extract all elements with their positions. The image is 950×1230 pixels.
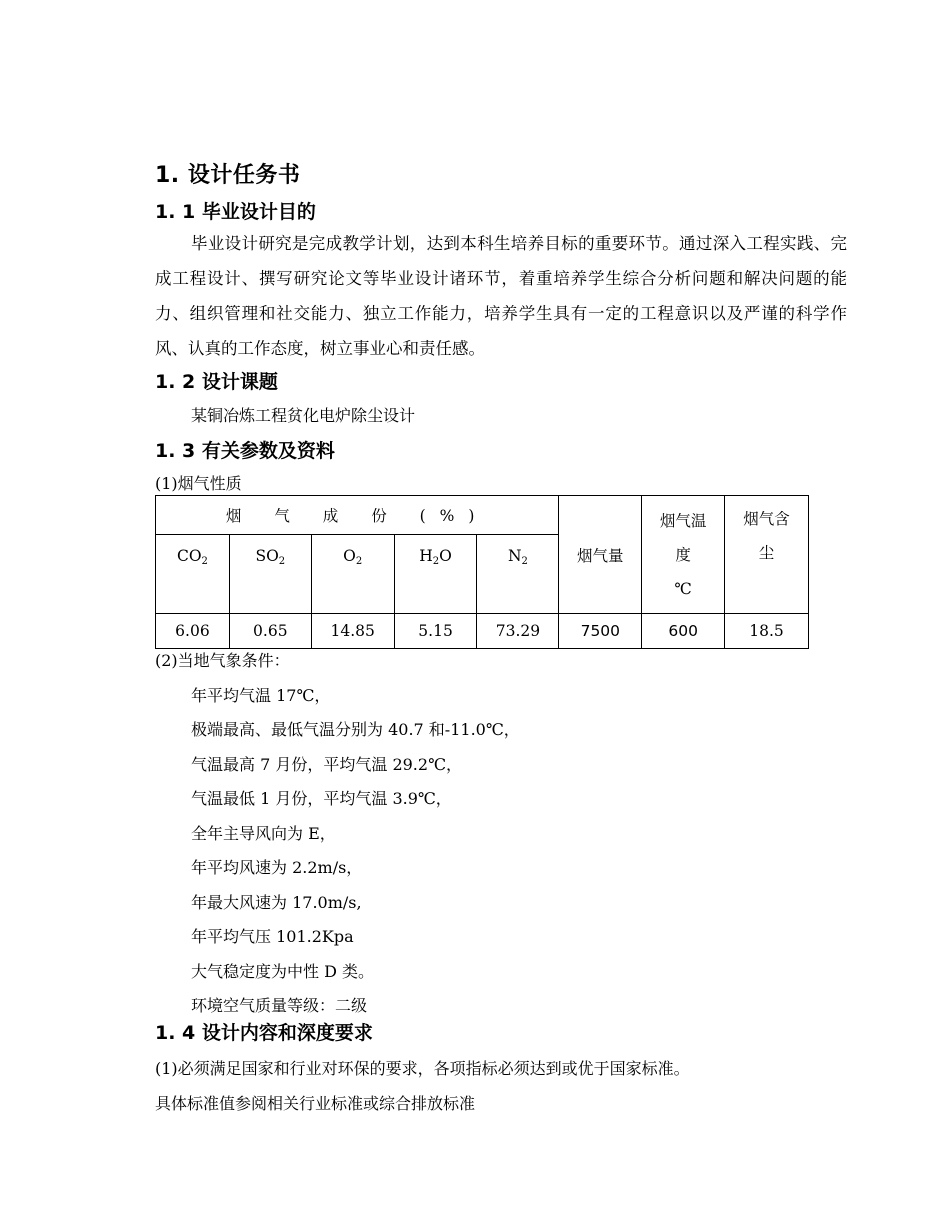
- condition-line: 气温最高 7 月份，平均气温 29.2℃，: [191, 755, 462, 774]
- value-temperature: 600: [642, 614, 725, 649]
- flue-gas-table: [155, 495, 809, 649]
- header-temp-line1: 烟气温: [659, 511, 707, 530]
- section-1-4-heading: 1. 4 设计内容和深度要求: [155, 1022, 373, 1044]
- condition-line: 年最大风速为 17.0m/s,: [191, 893, 362, 912]
- section-1-1-heading: 1. 1 毕业设计目的: [155, 201, 316, 223]
- section-1-3-heading: 1. 3 有关参数及资料: [155, 440, 335, 462]
- header-dust-line2: 尘: [758, 544, 775, 562]
- condition-line: 环境空气质量等级：二级: [191, 996, 368, 1015]
- header-temperature: [642, 496, 725, 614]
- component-n2: $N_2$: [477, 535, 559, 614]
- value-flow: 7500: [559, 614, 642, 649]
- condition-line: 年平均风速为 2.2m/s，: [191, 858, 363, 877]
- header-flow: 烟气量: [559, 496, 642, 614]
- condition-line: 气温最低 1 月份，平均气温 3.9℃，: [191, 789, 452, 808]
- condition-line: 极端最高、最低气温分别为 40.7 和-11.0℃，: [191, 720, 520, 739]
- condition-line: 全年主导风向为 E，: [191, 824, 336, 843]
- value-dust: 18.5: [725, 614, 809, 649]
- header-temp-line2: 度: [675, 545, 691, 564]
- component-o2: $O_2$: [311, 535, 394, 614]
- section-1-4-line1: (1)必须满足国家和行业对环保的要求，各项指标必须达到或优于国家标准。: [155, 1059, 690, 1078]
- chapter-heading: 1. 设计任务书: [155, 163, 301, 188]
- component-h2o: $H_2O$: [394, 535, 477, 614]
- header-dust: [725, 496, 809, 614]
- item-2-label: (2)当地气象条件：: [155, 651, 290, 670]
- condition-line: 年平均气温 17℃，: [191, 686, 331, 705]
- header-composition: 烟 气 成 份 (%): [156, 496, 559, 535]
- value-co2: 6.06: [156, 614, 230, 649]
- component-so2: $SO_2$: [229, 535, 311, 614]
- value-h2o: 5.15: [394, 614, 477, 649]
- condition-line: 年平均气压 101.2Kpa: [191, 927, 354, 946]
- section-1-4-line2: 具体标准值参阅相关行业标准或综合排放标准: [155, 1094, 476, 1113]
- component-co2: $CO_2$: [156, 535, 230, 614]
- value-o2: 14.85: [311, 614, 394, 649]
- header-temp-line3: ℃: [674, 579, 692, 598]
- section-1-1-body: 毕业设计研究是完成教学计划，达到本科生培养目标的重要环节。通过深入工程实践、完成工程设计、撰写研究论文等毕业设计诸环节，着重培养学生综合分析问题和解决问题的能力、组织管理和社交能力、独立工作能力，培养学生具有一定的工程意识以及严谨的科学作风、认真的工作态度，树立事业心和责任感。: [155, 234, 847, 358]
- value-n2: 73.29: [477, 614, 559, 649]
- value-so2: 0.65: [229, 614, 311, 649]
- section-1-2-body: 某铜冶炼工程贫化电炉除尘设计: [191, 406, 416, 425]
- header-dust-line1: 烟气含: [743, 510, 790, 528]
- section-1-2-heading: 1. 2 设计课题: [155, 371, 278, 393]
- item-1-label: (1)烟气性质: [155, 474, 242, 493]
- condition-line: 大气稳定度为中性 D 类。: [191, 962, 375, 981]
